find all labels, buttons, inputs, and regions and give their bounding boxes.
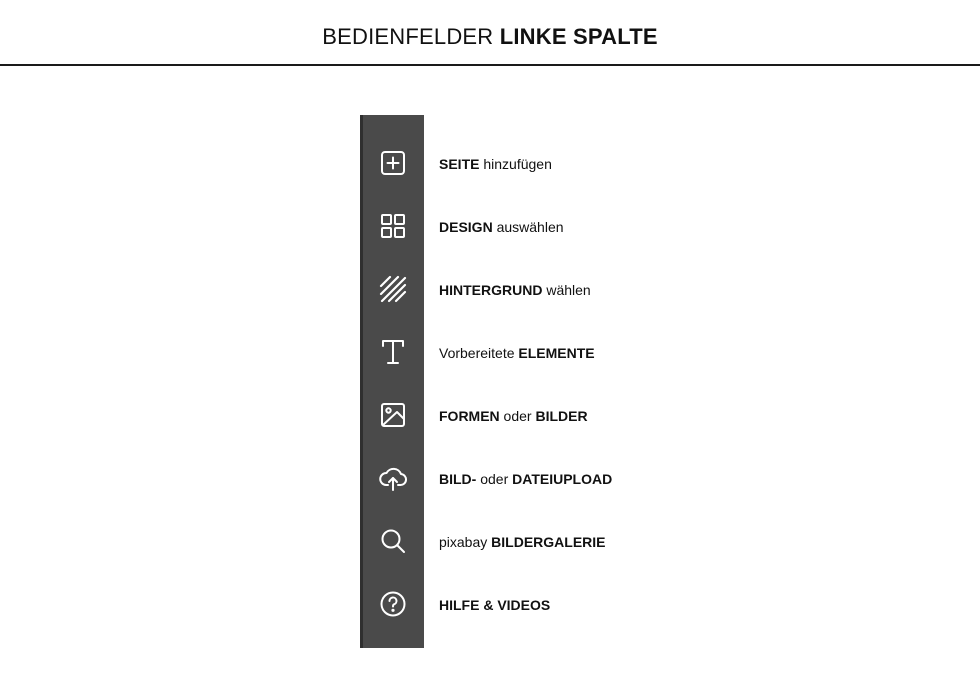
label-part: pixabay	[439, 534, 492, 550]
cloud-upload-icon[interactable]	[378, 463, 408, 493]
label-part: HINTERGRUND	[439, 282, 543, 298]
grid-icon[interactable]	[378, 211, 408, 241]
label-part: hinzufügen	[479, 156, 552, 172]
label-part: BILDERGALERIE	[491, 534, 606, 550]
image-icon[interactable]	[378, 400, 408, 430]
label-hintergrund-waehlen	[439, 281, 591, 299]
search-icon[interactable]	[378, 526, 408, 556]
label-vorbereitete-elemente	[439, 344, 595, 362]
label-formen-oder-bilder	[439, 407, 588, 425]
title-light: BEDIENFELDER	[322, 24, 494, 49]
hatch-background-icon[interactable]	[378, 274, 408, 304]
label-seite-hinzufuegen	[439, 155, 552, 173]
label-part: DATEIUPLOAD	[512, 471, 613, 487]
label-part: SEITE	[439, 156, 480, 172]
text-icon[interactable]	[378, 337, 408, 367]
left-column-sidebar	[360, 115, 424, 648]
label-part: BILD-	[439, 471, 477, 487]
label-part: auswählen	[492, 219, 564, 235]
label-part: HILFE & VIDEOS	[439, 597, 551, 613]
label-hilfe-videos	[439, 596, 550, 614]
page-header	[0, 0, 980, 66]
label-part: ELEMENTE	[518, 345, 595, 361]
label-part: DESIGN	[439, 219, 493, 235]
add-page-icon[interactable]	[378, 148, 408, 178]
label-part: FORMEN	[439, 408, 500, 424]
title-bold: LINKE SPALTE	[499, 24, 658, 49]
label-design-auswaehlen	[439, 218, 564, 236]
label-part: wählen	[542, 282, 591, 298]
label-part: oder	[476, 471, 513, 487]
label-bild-oder-dateiupload	[439, 470, 612, 488]
help-icon[interactable]	[378, 589, 408, 619]
label-part: oder	[499, 408, 536, 424]
label-part: Vorbereitete	[439, 345, 519, 361]
page-title	[322, 14, 657, 50]
label-part: BILDER	[535, 408, 588, 424]
label-pixabay-bildergalerie	[439, 533, 606, 551]
